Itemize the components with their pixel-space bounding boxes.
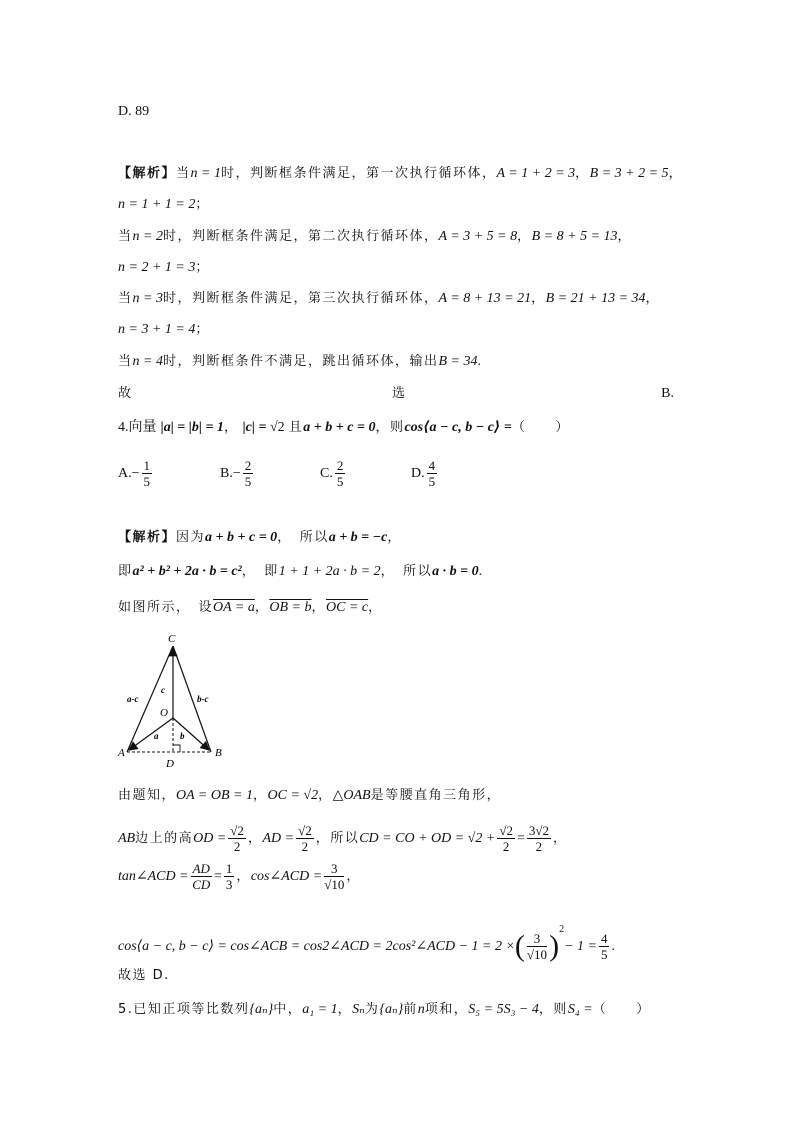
label-b-point: B <box>215 747 222 759</box>
text: ； <box>195 197 210 212</box>
q4-solution-line-4 <box>118 786 501 806</box>
text: ，所以 <box>315 831 360 846</box>
fraction <box>142 458 153 489</box>
math: n = 4 <box>132 354 163 369</box>
text: . <box>477 354 481 369</box>
numerator: 2 <box>244 458 252 473</box>
text: ， <box>531 291 546 306</box>
q3-solution-line-7 <box>118 352 481 372</box>
denominator: 5 <box>428 474 436 489</box>
text: 4.向量 <box>118 420 157 435</box>
text: 时，判断框条件满足，第二次执行循环体， <box>162 229 439 244</box>
text: 5.已知正项等比数列 <box>118 1002 250 1017</box>
math: n = 2 + 1 = 3 <box>118 260 196 275</box>
text: 因为 <box>176 530 206 545</box>
paren-open: ( <box>514 929 525 963</box>
numerator: √2 <box>298 823 312 838</box>
math: a + b = −c <box>328 530 388 545</box>
math: a² + b² + 2a · b = c² <box>132 564 242 579</box>
text: ，则 <box>538 1002 568 1017</box>
text: ， <box>311 600 327 615</box>
option-d-previous: D. 89 <box>118 104 150 119</box>
paren-close: ) <box>549 929 560 963</box>
choice-sign: − <box>232 466 241 481</box>
text: 为 <box>364 1002 380 1017</box>
vector-a <box>129 718 173 750</box>
text: 当 <box>118 354 133 369</box>
fraction <box>599 931 610 962</box>
text: 当 <box>118 229 133 244</box>
numerator: √2 <box>499 823 513 838</box>
text: ； <box>195 260 210 275</box>
numerator: 1 <box>143 458 151 473</box>
label-b-minus-c: b-c <box>197 694 209 704</box>
solution-tag: 【解析】 <box>118 166 177 181</box>
fraction <box>335 458 346 489</box>
fraction <box>191 861 212 892</box>
math: n = 1 <box>190 166 221 181</box>
math: B = 3 + 2 = 5 <box>589 166 669 181</box>
math: n = 1 + 1 = 2 <box>118 197 196 212</box>
math: 1 + 1 + 2a · b = 2 <box>278 564 381 579</box>
fraction <box>224 861 235 892</box>
choice-sign: − <box>131 466 140 481</box>
math: √2 <box>269 420 285 435</box>
text: . <box>478 564 483 579</box>
choice-b <box>220 458 255 489</box>
q3-solution-line-1 <box>118 164 683 184</box>
choice-a <box>118 458 154 489</box>
text: 时，判断框条件满足，第三次执行循环体， <box>162 291 439 306</box>
q4-solution-line-6 <box>118 858 361 896</box>
math: − 1 = <box>564 939 597 954</box>
right-angle-mark <box>173 745 180 752</box>
q4-solution-line-2 <box>118 562 482 582</box>
exponent: 2 <box>559 924 565 935</box>
label-a-vector: a <box>154 731 159 741</box>
math: B = 21 + 13 = 34 <box>545 291 646 306</box>
q3-solution-line-5 <box>118 289 660 309</box>
math: {aₙ} <box>379 1002 404 1017</box>
text: 边上的高 <box>135 831 194 846</box>
text: ， <box>254 600 270 615</box>
math: n = 2 <box>132 229 163 244</box>
math: a · b = 0 <box>432 564 479 579</box>
q4-solution-line-7 <box>118 910 615 967</box>
text: （ ） <box>592 1002 651 1017</box>
text: 中， <box>273 1002 303 1017</box>
numerator: 3√2 <box>528 823 549 838</box>
text: ， <box>318 788 333 803</box>
text: 当 <box>118 291 133 306</box>
label-a-minus-c: a-c <box>127 694 139 704</box>
text: ， <box>645 291 661 306</box>
text: （ ） <box>511 420 570 435</box>
math: tan∠ACD = <box>118 869 189 884</box>
fraction <box>427 458 438 489</box>
q3-solution-line-3 <box>118 227 632 247</box>
q4-solution-line-5 <box>118 820 568 858</box>
text: ， <box>346 869 361 884</box>
text: ； <box>195 322 210 337</box>
fraction <box>296 823 314 854</box>
text: ， 即 <box>241 564 279 579</box>
vector-ob: OB = b <box>269 600 312 615</box>
vector-oa: OA = a <box>213 600 255 615</box>
denominator: 2 <box>233 839 241 854</box>
math: B = 8 + 5 = 13 <box>531 229 618 244</box>
choice-label: D. <box>411 466 425 481</box>
text: ， 所以 <box>277 530 329 545</box>
answer-text: 故选 D. <box>118 968 170 983</box>
math: a₁ = 1 <box>302 1002 338 1017</box>
math: n = 3 <box>132 291 163 306</box>
math: S₄ = <box>567 1002 593 1017</box>
text: 故 <box>118 386 133 401</box>
q4-stem <box>118 418 570 438</box>
math: OD = <box>193 831 227 846</box>
choice-d <box>411 458 439 489</box>
text: ， <box>668 166 684 181</box>
denominator: 2 <box>301 839 309 854</box>
denominator: √10 <box>526 947 548 962</box>
label-c-point: C <box>168 633 176 645</box>
vector-oc: OC = c <box>326 600 369 615</box>
denominator: 2 <box>535 839 543 854</box>
fraction <box>527 823 551 854</box>
math: AD = <box>262 831 295 846</box>
denominator: 5 <box>143 474 151 489</box>
math: a + b + c = 0 <box>205 530 278 545</box>
text: ， <box>252 788 268 803</box>
math: a + b + c = 0 <box>303 420 376 435</box>
fraction <box>243 458 254 489</box>
text: ， <box>236 869 251 884</box>
label-o-point: O <box>160 707 168 719</box>
text: 项和， <box>424 1002 469 1017</box>
q4-answer-line <box>118 966 170 986</box>
fraction <box>497 823 515 854</box>
numerator: 3 <box>527 931 547 947</box>
fraction <box>228 823 246 854</box>
math: A = 3 + 5 = 8 <box>438 229 518 244</box>
text: 时，判断框条件满足，第一次执行循环体， <box>220 166 497 181</box>
label-a-point: A <box>118 747 125 759</box>
text: 是等腰直角三角形， <box>370 788 502 803</box>
math: A = 8 + 13 = 21 <box>438 291 532 306</box>
text: ， <box>553 831 568 846</box>
text: 且 <box>288 420 304 435</box>
math: B = 34 <box>438 354 478 369</box>
triangle-diagram <box>116 628 236 770</box>
choice-label: C. <box>320 466 333 481</box>
label-d-point: D <box>166 758 174 770</box>
text: ， 所以 <box>380 564 433 579</box>
q4-solution-line-3 <box>118 598 383 618</box>
numerator: 3 <box>324 861 344 877</box>
math: cos⟨a − c, b − c⟩ = <box>404 420 512 435</box>
math: n <box>417 1002 425 1017</box>
numerator: 2 <box>336 458 344 473</box>
denominator: √10 <box>324 877 345 892</box>
math: △OAB <box>332 788 371 803</box>
text: 前 <box>403 1002 418 1017</box>
text: ， <box>575 166 590 181</box>
math: Sₙ <box>352 1002 365 1017</box>
solution-tag: 【解析】 <box>118 530 177 545</box>
label-c-vector: c <box>161 685 165 695</box>
numerator: AD <box>192 861 210 876</box>
text: ， <box>617 229 633 244</box>
q3-solution-line-6 <box>118 320 210 340</box>
math: S₅ = 5S₃ − 4 <box>468 1002 539 1017</box>
text: ， <box>517 229 532 244</box>
denominator: 5 <box>244 474 252 489</box>
math: CD = CO + OD = √2 + <box>359 831 496 846</box>
math: |c| = <box>242 420 270 435</box>
text: 选 <box>392 386 407 401</box>
text: = <box>516 831 525 846</box>
label-b-vector: b <box>180 731 185 741</box>
numerator: 1 <box>225 861 233 876</box>
text: 即 <box>118 564 133 579</box>
text: ， <box>223 420 239 435</box>
text: ， <box>368 600 383 615</box>
numerator: 4 <box>600 931 608 946</box>
math: cos∠ACD = <box>250 869 323 884</box>
math: {aₙ} <box>249 1002 274 1017</box>
math: AB <box>118 831 136 846</box>
text: 由题知， <box>118 788 177 803</box>
text: 当 <box>176 166 191 181</box>
q3-solution-line-4 <box>118 258 210 278</box>
q5-stem <box>118 1000 651 1020</box>
math: OA = OB = 1 <box>176 788 253 803</box>
fraction <box>527 931 547 962</box>
text: ， <box>337 1002 353 1017</box>
math: A = 1 + 2 = 3 <box>496 166 576 181</box>
denominator: 5 <box>600 947 608 962</box>
text: 时，判断框条件不满足，跳出循环体，输出 <box>162 354 439 369</box>
text: ， <box>247 831 263 846</box>
text: 如图所示， 设 <box>118 600 214 615</box>
q3-solution-line-2 <box>118 195 210 215</box>
denominator: 2 <box>502 839 510 854</box>
choice-c <box>320 458 347 489</box>
q4-solution-line-1 <box>118 528 402 548</box>
denominator: CD <box>192 877 211 892</box>
text: = <box>213 869 222 884</box>
math: cos⟨a − c, b − c⟩ = cos∠ACB = cos2∠ACD = 2cos²∠ACD − 1 = 2 × <box>118 939 515 954</box>
choice-label: A. <box>118 466 132 481</box>
math: OC = √2 <box>267 788 319 803</box>
text: ， <box>387 530 402 545</box>
denominator: 3 <box>225 877 233 892</box>
text: ，则 <box>375 420 405 435</box>
numerator: √2 <box>230 823 244 838</box>
answer-choice: B. <box>661 386 674 401</box>
math: n = 3 + 1 = 4 <box>118 322 196 337</box>
text: . <box>611 939 615 954</box>
choice-label: B. <box>220 466 233 481</box>
math: |a| = |b| = 1 <box>160 420 224 435</box>
numerator: 4 <box>428 458 436 473</box>
fraction <box>324 861 344 892</box>
denominator: 5 <box>336 474 344 489</box>
